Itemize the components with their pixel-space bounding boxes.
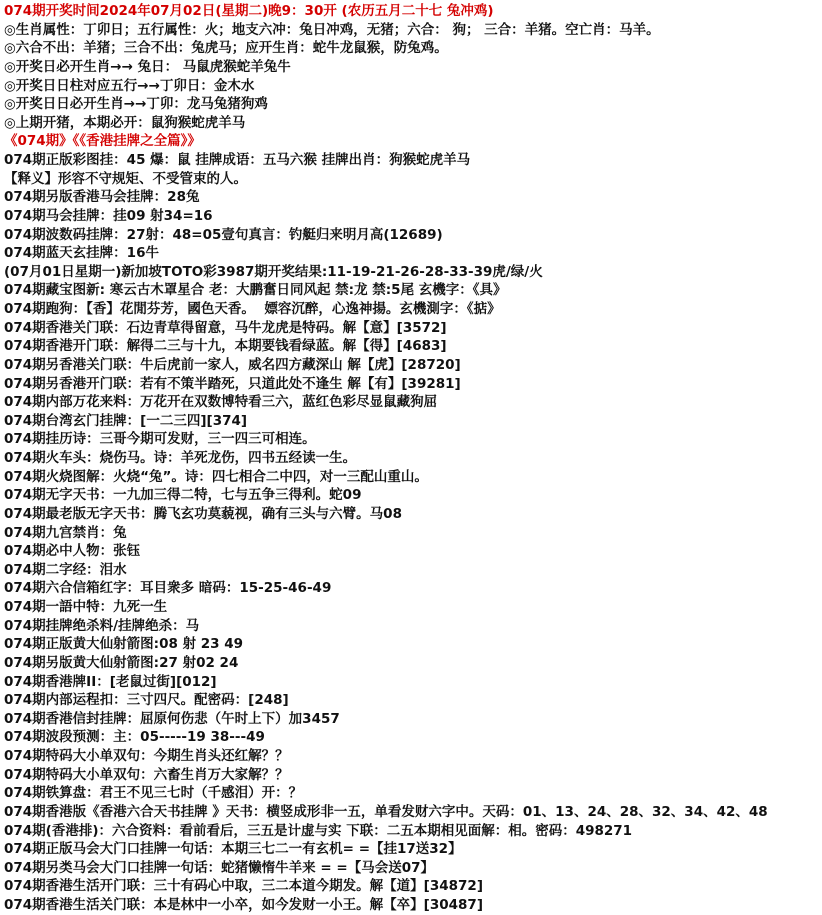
body-line: 074期跑狗：【香】花閒芬芳，國色天香。 嫖容沉醉，心逸神揚。玄機測字：《掂》 <box>4 301 501 317</box>
body-line: 074期香港牌II：[老鼠过街][012] <box>4 673 217 690</box>
attr-line-4: ◎开奖日日柱对应五行→→丁卯日：金木水 <box>4 77 255 94</box>
body-line: 074期另版黄大仙射箭图:27 射02 24 <box>4 654 239 671</box>
body-line: 074期挂牌绝杀料/挂牌绝杀：马 <box>4 617 200 634</box>
body-line: 074期另香港关门联：牛后虎前一家人，威名四方藏深山 解【虎】[28720] <box>4 356 461 373</box>
body-line: 074期九宫禁肖：兔 <box>4 524 127 541</box>
body-line: 074期六合信箱红字：耳目衆多 暗码：15-25-46-49 <box>4 580 332 597</box>
body-line: 074期最老版无字天书：腾飞玄功莫藐视，确有三头与六臂。马08 <box>4 505 402 522</box>
body-line: 074期火车头：烧伤马。诗：羊死龙伤，四书五经读一生。 <box>4 450 357 466</box>
section-title: 《074期》《《香港挂牌之全篇》》 <box>4 133 201 150</box>
attr-line-1: ◎生肖属性：丁卯日；五行属性：火；地支六冲：兔日冲鸡，无猪；六合： 狗； 三合：羊猪。空亡肖：马羊。 <box>4 21 660 38</box>
body-line: 074期另版香港马会挂牌：28兔 <box>4 189 200 206</box>
body-line: 074期铁算盘：君王不见三七时（千感泪）开：？ <box>4 785 303 802</box>
attr-line-2: ◎六合不出：羊猪；三合不出：兔虎马；应开生肖：蛇牛龙鼠猴，防兔鸡。 <box>4 40 448 57</box>
body-line: 074期波数码挂牌：27射：48=05壹句真言：钓艇归来明月高(12689) <box>4 226 443 243</box>
body-line: 074期香港生活关门联：本是林中一小卒，如今发财一小王。解【卒】[30487] <box>4 897 483 913</box>
body-line: 074期正版马会大门口挂牌一句话：本期三七二一有玄机= =【挂17送32】 <box>4 841 462 858</box>
body-line: 074期马会挂牌：挂09 射34=16 <box>4 207 213 224</box>
body-line: 074期正版黄大仙射箭图:08 射 23 49 <box>4 636 244 653</box>
body-line: 074期内部运程扣：三寸四尺。配密码：[248] <box>4 692 289 709</box>
body-line: 074期一語中特：九死一生 <box>4 599 168 615</box>
attr-line-5: ◎开奖日日必开生肖→→丁卯：龙马兔猪狗鸡 <box>4 96 268 113</box>
body-line: 074期必中人物：张钰 <box>4 543 141 560</box>
attr-line-3: ◎开奖日必开生肖→→ 兔日： 马鼠虎猴蛇羊兔牛 <box>4 58 291 75</box>
body-line: 074期香港开门联：解得二三与十九，本期要钱看绿蓝。解【得】[4683] <box>4 338 447 355</box>
body-line: 074期特码大小单双句：六畜生肖万大家解？？ <box>4 766 289 783</box>
body-line: 074期火烧图解：火烧“兔”。诗：四七相合二中四，对一三配山重山。 <box>4 468 428 485</box>
body-line: 074期蓝天玄挂牌：16牛 <box>4 245 159 262</box>
body-line: 074期另类马会大门口挂牌一句话：蛇猪懒惰牛羊来 = =【马会送07】 <box>4 859 434 876</box>
body-line: 074期台湾玄门挂牌：[一二三四][374] <box>4 412 248 429</box>
body-line: 074期无字天书：一九加三得二特，七与五争三得利。蛇09 <box>4 487 362 504</box>
body-line: 074期正版彩图挂：45 爆：鼠 挂牌成语：五马六猴 挂牌出肖：狗猴蛇虎羊马 <box>4 152 471 168</box>
body-line: 074期另香港开门联：若有不策半踏死，只道此处不逢生 解【有】[39281] <box>4 375 461 392</box>
attr-line-6: ◎上期开猪，本期必开：鼠狗猴蛇虎羊马 <box>4 114 246 131</box>
body-line: 074期波段预测：主：05-----19 38---49 <box>4 729 265 746</box>
body-line: 【释义】形容不守规矩、不受管束的人。 <box>4 170 247 187</box>
body-line: 074期(香港排)：六合资料：看前看后，三五是计虚与实 下联：二五本期相见面解：相。密码：498271 <box>4 822 633 839</box>
body-line: 074期香港信封挂牌：屈原何伤悲（午时上下）加3457 <box>4 710 340 727</box>
body-line: 074期藏宝图新: 寒云古木罩星合 老：大鹏奮日同风起 禁:龙 禁:5尾 玄機字：《具》 <box>4 282 507 299</box>
body-line: 074期香港版《香港六合天书挂牌 》天书：横竖成形非一五，单看发财六字中。天码：01、13、24、28、32、34、42、48 <box>4 803 768 820</box>
header-line: 074期开奖时间2024年07月02日(星期二)晚9：30开 (农历五月二十七 兔冲鸡) <box>4 3 494 19</box>
body-line: 074期香港关门联：石边青草得留意，马牛龙虎是特码。解【意】[3572] <box>4 319 447 336</box>
body-line: 074期特码大小单双句：今期生肖头还红解？？ <box>4 748 289 764</box>
body-line: 074期内部万花来料：万花开在双数博特看三六，蓝红色彩尽显鼠藏狗屈 <box>4 394 438 411</box>
body-line: 074期二字经：泪水 <box>4 561 127 578</box>
body-line: 074期挂历诗：三哥今期可发财，三一四三可相连。 <box>4 431 316 448</box>
body-line: 074期香港生活开门联：三十有码心中取，三二本道今期发。解【道】[34872] <box>4 878 483 895</box>
body-line: (07月01日星期一)新加坡TOTO彩3987期开奖结果:11-19-21-26-28-33-39虎/绿/火 <box>4 263 543 280</box>
